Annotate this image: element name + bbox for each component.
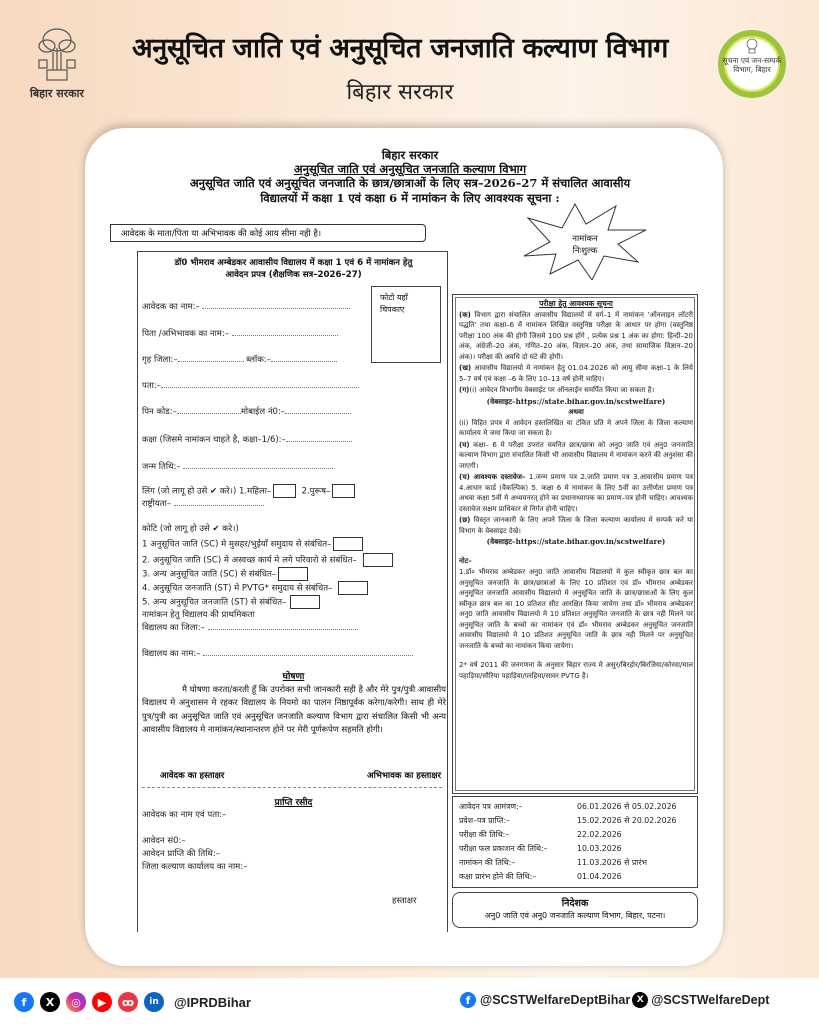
label: नोट– — [459, 556, 472, 565]
cat3-checkbox[interactable] — [278, 567, 308, 581]
dept-x-handle[interactable]: @SCSTWelfareDept — [651, 993, 770, 1007]
income-limit-note: आवेदक के माता/पिता या अभिभावक की कोई आय सीमा नही है। — [110, 224, 426, 242]
x-icon[interactable]: X — [40, 992, 60, 1012]
heading-dept: अनुसूचित जाति एवं अनुसूचित जनजाति कल्याण विभाग — [293, 162, 527, 176]
receipt-date: आवेदन प्राप्ति की तिथि:– — [142, 849, 220, 859]
label: मोबाईल नं0:– — [240, 407, 286, 417]
or-label: अथवा — [568, 408, 584, 416]
label: गृह जिला:– — [142, 355, 178, 365]
notice-gh — [459, 440, 693, 472]
label: पिता /अभिभावक का नाम:– — [142, 329, 229, 339]
note-2: 2* वर्ष 2011 की जनगणना के अनुसार बिहार राज्य मे असुर/बिरहोर/बिरजिया/कोरवा/माल पहाड़िया/सौरिया पहाड़िया/परहिया/सावर PVTG है। — [459, 661, 693, 680]
government-subtitle: बिहार सरकार — [346, 80, 454, 105]
female-checkbox[interactable] — [273, 484, 296, 498]
document-heading — [100, 148, 720, 206]
school-district-field[interactable] — [142, 622, 358, 633]
applicant-signature-label: आवेदक का हस्ताक्षर — [160, 771, 225, 781]
school-priority-label: नामांकन हेतु विद्यालय की प्राथमिकता — [142, 610, 255, 620]
mini-bodhi-tree-icon — [744, 38, 760, 54]
label: विद्यालय का जिला:– — [142, 623, 205, 633]
x-icon[interactable]: X — [632, 992, 648, 1008]
website-link-1[interactable]: (वेबसाइट–https://state.bihar.gov.in/scstwelfare) — [486, 396, 666, 406]
value: 06.01.2026 से 05.02.2026 — [577, 802, 677, 811]
heading-govt: बिहार सरकार — [381, 148, 439, 162]
label: आवेदन पत्र आमंत्रण:– — [459, 802, 523, 811]
address-field[interactable] — [142, 380, 359, 391]
cut-line — [142, 787, 442, 788]
label: लिंग (जो लागू हो उसे ✔ करे।) — [142, 486, 237, 497]
schedule-row — [459, 800, 691, 814]
director-title: निदेशक — [561, 898, 589, 909]
declaration-text: मै घोषणा करता/करती हूँ कि उपरोक्त सभी जानकारी सही है और मेरे पुत्र/पुत्री आवासीय विद्यालय मे अनुशासन मे रहकर विद्यालय के नियमो का पालन निष्ठापूर्वक करेगा/करेगी। साथ ही मेरे पुत्र/पुत्री का अनुसूचित जाति एवं अनुसूचित जनजाति कल्याण विभाग द्वारा संचालित किसी भी अन्य आवासीय विद्यालय मे नामांकन/स्थानान्तरण होने पर मेरी पूर्णरूपेण सहमति होगी। — [142, 684, 446, 735]
notice-g — [459, 385, 693, 396]
burst-line2: निःशुल्क — [572, 246, 598, 256]
right-emblem-text: सूचना एवं जन-सम्पर्क विभाग, बिहार — [722, 56, 782, 74]
nationality-field[interactable] — [142, 498, 264, 509]
bodhi-tree-icon — [33, 26, 81, 84]
label: 2. अनुसूचित जाति (SC) मे अस्वच्छ कार्य मे लगे परिवारो से संबंधित– — [142, 555, 357, 566]
iprd-social-links — [14, 992, 251, 1012]
label: 3. अन्य अनुसूचित जाति (SC) से संबंधित– — [142, 569, 277, 580]
category-option-2 — [142, 553, 393, 567]
text: आवासीय विद्यालयो मे नामांकन हेतु 01.04.2026 को आयु सीमा कक्षा–1 के लिये 5–7 वर्ष एवं कक्षा –6 के लिए 10–13 वर्ष होनी चाहिए। — [459, 364, 693, 383]
notice-chh — [459, 515, 693, 536]
form-title — [138, 257, 449, 281]
notice-ch — [459, 472, 693, 514]
iprd-handle[interactable]: @IPRDBihar — [174, 994, 251, 1010]
notice-kh — [459, 363, 693, 384]
heading-line3: अनुसूचित जाति एवं अनुसूचित जनजाति के छात्र/छात्राओं के लिए सत्र–2026–27 में संचालित आवासीय — [189, 176, 631, 190]
declaration-title: घोषणा — [282, 672, 305, 682]
label: 1 अनुसूचित जाति (SC) मे मुसहर/भुईयाँ समुदाय से संबंधित– — [142, 539, 332, 550]
label: कक्षा (जिसमे नामांकन चाहते है, कक्षा–1/6):– — [142, 435, 286, 445]
label: राष्ट्रीयता– — [142, 499, 172, 509]
website-link-2[interactable]: (वेबसाइट–https://state.bihar.gov.in/scstwelfare) — [486, 537, 666, 546]
label: परीक्षा की तिथि:– — [459, 830, 510, 839]
label: (च) आवश्यक दस्तावेज– — [459, 473, 526, 481]
label: प्रवेश–पत्र प्राप्ति:– — [459, 816, 511, 825]
notice-g2: (ii) विहित प्रपत्र मे आवेदन हस्तलिखित या टंकित प्रति मे अपने जिला के जिला कल्याण कार्यालय मे जमा किया जा सकता है। — [459, 418, 693, 437]
text: विस्तृत जानकारी के लिए अपने जिला के जिला कल्याण कार्यालय मे सम्पर्क करे या विभाग के वेबसाइट देखे। — [459, 516, 693, 535]
label: 1.महिला– — [239, 486, 272, 497]
header — [0, 0, 819, 120]
label: नामांकन की तिथि:– — [459, 858, 516, 867]
label: (छ) — [459, 516, 471, 524]
pin-mobile-field[interactable] — [142, 406, 351, 417]
guardian-signature-label: अभिभावक का हस्ताक्षर — [367, 771, 441, 781]
schedule-row — [459, 870, 691, 884]
notice-k — [459, 310, 693, 363]
schedule-row — [459, 814, 691, 828]
home-district-field[interactable] — [142, 354, 337, 365]
application-form — [137, 251, 448, 932]
cat2-checkbox[interactable] — [363, 553, 393, 567]
value: 11.03.2026 से प्रारंभ — [577, 858, 647, 867]
guardian-name-field[interactable] — [142, 328, 338, 339]
receipt-name-address: आवेदक का नाम एवं पता:– — [142, 810, 227, 820]
category-option-4 — [142, 581, 368, 595]
label: (ख) — [459, 364, 472, 372]
value: 22.02.2026 — [577, 830, 622, 839]
photo-box[interactable]: फोटो यहाँ चिपकाए — [371, 286, 441, 363]
category-option-1 — [142, 537, 363, 551]
receipt-office: जिला कल्याण कार्यालय का नाम:– — [142, 862, 248, 872]
class-field[interactable] — [142, 434, 352, 445]
cat5-checkbox[interactable] — [290, 595, 320, 609]
left-emblem-caption: बिहार सरकार — [30, 87, 84, 100]
label: परीक्षा फल प्रकाशन की तिथि:– — [459, 844, 548, 853]
label: 2.पुरूष– — [301, 486, 331, 497]
school-name-field[interactable] — [142, 648, 413, 659]
form-title-line2: आवेदन प्रपत्र (शैक्षणिक सत्र–2026–27) — [225, 270, 362, 280]
label: आवेदक का नाम:– — [142, 302, 200, 312]
iprd-emblem — [712, 28, 792, 100]
exam-notice — [452, 294, 698, 794]
text: कक्षा– 6 मे परीक्षा उपरांत चयनित छात्र/छात्रा को अनु0 जाति एवं अनु0 जनजाति कल्याण विभाग द्वारा संचालित किसी भी आवासीय विद्यालय मे नामांकन करने की अनुशंसा की जाएगी। — [459, 440, 693, 470]
dob-field[interactable] — [142, 461, 333, 472]
receipt-signature: हस्ताक्षर — [392, 896, 417, 906]
label: (ग) — [459, 386, 470, 394]
youtube-icon[interactable]: ▶ — [92, 992, 112, 1012]
gender-field — [142, 484, 355, 498]
label: पिन कोड:– — [142, 407, 177, 417]
department-title: अनुसूचित जाति एवं अनुसूचित जनजाति कल्याण विभाग — [131, 33, 669, 64]
receipt-title: प्राप्ति रसीद — [274, 798, 313, 808]
schedule-row — [459, 828, 691, 842]
schedule-row — [459, 842, 691, 856]
label: ब्लॉक:– — [246, 355, 271, 365]
director-box — [452, 892, 698, 928]
burst-line1: नामांकन — [572, 234, 598, 244]
applicant-name-field[interactable] — [142, 301, 350, 312]
label: 4. अनुसूचित जनजाति (ST) मे PVTG* समुदाय से संबंधित– — [142, 583, 333, 594]
notice-title: परीक्षा हेतु आवश्यक सूचना — [539, 299, 613, 308]
receipt-app-no: आवेदन सं0:– — [142, 836, 186, 846]
facebook-icon[interactable]: f — [14, 992, 34, 1012]
label: विद्यालय का नाम:– — [142, 649, 201, 659]
male-checkbox[interactable] — [332, 484, 355, 498]
label: (घ) — [459, 440, 470, 449]
free-enrollment-badge — [560, 233, 610, 257]
label: पता:– — [142, 381, 161, 391]
koo-icon[interactable]: ꝏ — [118, 992, 138, 1012]
cat4-checkbox[interactable] — [338, 581, 368, 595]
label: (क) — [459, 310, 471, 319]
text: विभाग द्वारा संचालित आवासीय विद्यालयों में वर्ग–1 में नामांकन 'ऑनलाइन लॉटरी पद्धति' तथा कक्षा–6 में नामांकन लिखित वस्तुनिष्ठ परीक्षा के आधार पर होगा (वस्तुनिष्ठ परीक्षा 100 अंक की होगी जिसमे 100 प्रश्न होंगे , प्रत्येक प्रश्न 1 अंक का होगा: हिन्दी–20 अंक, अंग्रेजी–20 अंक, गणित–20 अंक, विज्ञान–20 अंक, तथा सामाजिक विज्ञान–20 अंक)। परीक्षा की अवधि दो घंटे की होगी। — [459, 310, 693, 361]
note-1: 1.डॉ० भीमराव अम्बेडकर अनु0 जाति आवासीय विद्यालयो मे कुल स्वीकृत छात्र बल का अनुसूचित जनजाति के छात्र/छात्राओ के लिए 10 प्रतिशत एवं डॉ० भीमराव अम्बेडकर अनुसूचित जनजाति आवासीय विद्यालयो मे अनुसूचित जाति के छात्र/छात्राओं के लिए कुल स्वीकृत छात्र बल का 10 प्रतिशत सीट आरक्षित किया जायेगा तथा डॉ० भीमराव अम्बेडकर अनु0 जाति आवासीय विद्यालयो मे 10 प्रतिशत अनुसूचित जनजाति के छात्र नही मिलने पर अनुसूचित जाति के बच्चो का नामांकन एवं डॉ० भीमराव अम्बेडकर अनुसूचित जनजाति आवासीय विद्यालयो मे 10 प्रतिशत अनुसूचित जाति के छात्र नही मिलने पर अनुसूचित जनजाति के बच्चो का नामांकन किया जायेगा। — [459, 568, 693, 650]
label: 5. अन्य अनुसूचित जनजाति (ST) से संबंधित– — [142, 597, 287, 608]
category-option-5 — [142, 595, 320, 609]
schedule-table — [452, 796, 698, 888]
value: 15.02.2026 से 20.02.2026 — [577, 816, 677, 825]
footer — [0, 978, 819, 1024]
category-option-3 — [142, 567, 308, 581]
form-title-line1: डॉ0 भीमराव अम्बेडकर आवासीय विद्यालय में कक्षा 1 एवं 6 में नामांकन हेतु — [174, 258, 413, 268]
instagram-icon[interactable]: ◎ — [66, 992, 86, 1012]
bihar-govt-emblem — [22, 26, 92, 106]
value: 10.03.2026 — [577, 844, 622, 853]
text: 1.जन्म प्रमाण पत्र 2.जाति प्रमाण पत्र 3.आवासीय प्रमाण पत्र 4.आधार कार्ड (वैकल्पिक) 5. कक्षा 6 मे नामांकन के लिए 5वीं का उत्तीर्णता प्रमाण पत्र अथवा कक्षा 5वीं मे अध्ययनरत् होने का प्रधानाध्यापक का प्रमाण–पत्र होनी चाहिए। आवश्यक दस्तावेज सक्षम प्राधिकार से निर्गत होनी चाहिए। — [459, 473, 693, 513]
schedule-row — [459, 856, 691, 870]
value: 01.04.2026 — [577, 872, 622, 881]
label: कक्षा प्रारंभ होने की तिथि:– — [459, 872, 537, 881]
text: (i) आवेदन विभागीय वेबसाईट पर ऑनलाईन समर्पित किया जा सकता है। — [469, 386, 655, 394]
label: जन्म तिथि:– — [142, 462, 181, 472]
dept-fb-handle[interactable]: @SCSTWelfareDeptBihar — [480, 993, 631, 1007]
director-dept: अनु0 जाति एवं अनु0 जनजाति कल्याण विभाग, बिहार, पटना। — [484, 911, 666, 920]
linkedin-icon[interactable]: in — [144, 992, 164, 1012]
cat1-checkbox[interactable] — [333, 537, 363, 551]
dept-social-links — [460, 992, 769, 1008]
facebook-icon[interactable]: f — [460, 992, 476, 1008]
category-label: कोटि (जो लागू हो उसे ✔ करे।) — [142, 524, 239, 534]
heading-line4: विद्यालयों में कक्षा 1 एवं कक्षा 6 में नामांकन के लिए आवश्यक सूचना : — [260, 191, 560, 205]
note-label — [459, 556, 693, 567]
